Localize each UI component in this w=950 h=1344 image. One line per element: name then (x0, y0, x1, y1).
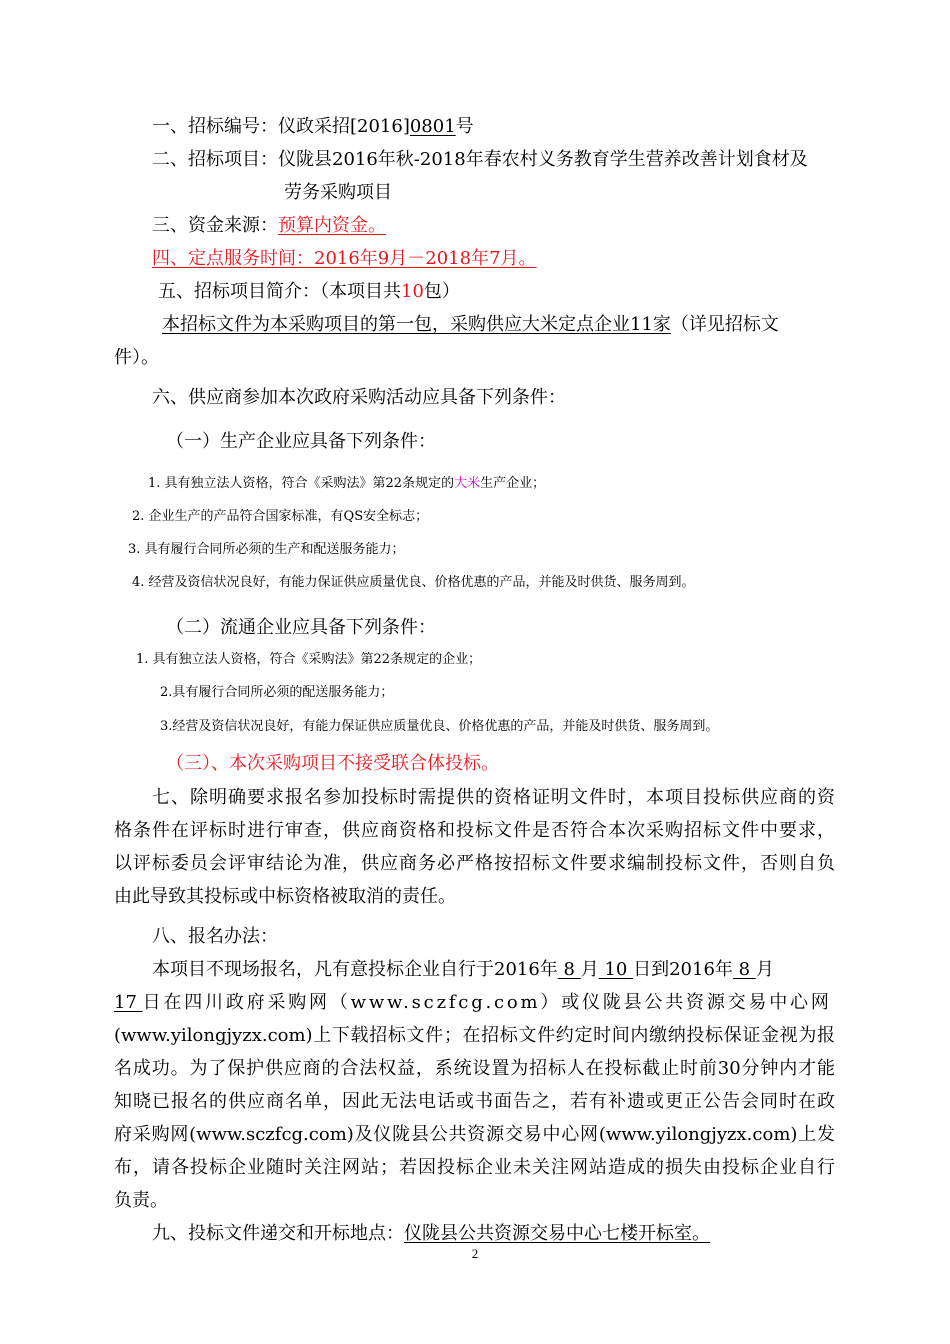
registration-line-7: 布，请各投标企业随时关注网站；若因投标企业未关注网站造成的损失由投标企业自行 (114, 1157, 835, 1178)
section-bid-number (152, 115, 474, 139)
start-month: 8 (563, 959, 575, 980)
consortium-note: （三）、本次采购项目不接受联合体投标。 (166, 753, 499, 774)
summary-body-underlined: 本招标文件为本采购项目的第一包，采购供应大米定点企业 (162, 314, 630, 335)
supplier-count: 11家 (630, 314, 671, 335)
package-count: 10 (401, 281, 424, 302)
bid-number-suffix: 号 (455, 116, 474, 137)
registration-line-6: 府采购网(www.sczfcg.com)及仪陇县公共资源交易中心网(www.yilongjyzx.com)上发 (114, 1124, 835, 1145)
section-supplier-conditions: 六、供应商参加本次政府采购活动应具备下列条件： (152, 387, 566, 408)
production-item-1-highlight: 大米 (454, 476, 481, 491)
summary-suffix: 包） (423, 281, 460, 302)
production-item-4: 4. 经营及资信状况良好，有能力保证供应质量优良、价格优惠的产品，并能及时供货、服务周到。 (132, 575, 695, 590)
distribution-item-3: 3.经营及资信状况良好，有能力保证供应质量优良、价格优惠的产品，并能及时供货、服务周到。 (160, 719, 719, 734)
start-day: 10 (604, 959, 628, 980)
bid-location-value: 仪陇县公共资源交易中心七楼开标室。 (404, 1223, 710, 1244)
registration-text-d: 月 (755, 959, 774, 980)
registration-line-4: 名成功。为了保护供应商的合法权益，系统设置为招标人在投标截止时前30分钟内才能 (114, 1058, 835, 1079)
registration-line-3: (www.yilongjyzx.com)上下载招标文件；在招标文件约定时间内缴纳投标保证金视为报 (114, 1025, 835, 1046)
summary-body-cont: 件）。 (114, 347, 159, 368)
fund-source-value: 预算内资金。 (278, 215, 386, 236)
section-project-title: 二、招标项目：仪陇县2016年秋-2018年春农村义务教育学生营养改善计划食材及 (152, 149, 808, 170)
distribution-item-1: 1. 具有独立法人资格，符合《采购法》第22条规定的企业； (136, 652, 482, 667)
distribution-item-2: 2.具有履行合同所必须的配送服务能力； (160, 685, 394, 700)
production-item-3: 3. 具有履行合同所必须的生产和配送服务能力； (128, 542, 405, 557)
bid-number-prefix: 一、招标编号：仪政采招[2016] (152, 116, 410, 137)
production-item-1-end: 生产企业； (480, 476, 546, 491)
section-service-period: 四、定点服务时间：2016年9月－2018年7月。 (152, 248, 537, 269)
registration-text-a: 本项目不现场报名，凡有意投标企业自行于2016年 (152, 959, 558, 980)
registration-text-b: 月 (580, 959, 599, 980)
registration-text-c: 日到2016年 (633, 959, 733, 980)
production-item-1 (148, 475, 545, 493)
production-item-2: 2. 企业生产的产品符合国家标准，有QS安全标志； (132, 509, 429, 524)
summary-body-rest: （详见招标文 (670, 314, 779, 335)
summary-prefix: 五、招标项目简介：（本项目共 (158, 281, 401, 302)
section-qualification-review-3: 以评标委员会评审结论为准，供应商务必严格按招标文件要求编制投标文件，否则自负 (114, 853, 835, 874)
section-project-summary (158, 280, 460, 304)
fund-source-label: 三、资金来源： (152, 215, 278, 236)
bid-location-label: 九、投标文件递交和开标地点： (152, 1223, 404, 1244)
production-conditions-title: （一）生产企业应具备下列条件： (166, 431, 436, 452)
registration-line-1 (152, 958, 774, 982)
distribution-conditions-title: （二）流通企业应具备下列条件： (166, 617, 436, 638)
section-qualification-review-2: 格条件在评标时进行审查，供应商资格和投标文件是否符合本次采购招标文件中要求， (114, 820, 835, 841)
end-month: 8 (738, 959, 751, 980)
registration-line-2-text: 日在四川政府采购网（www.sczfcg.com）或仪陇县公共资源交易中心网 (142, 992, 832, 1013)
section-fund-source (152, 214, 386, 238)
summary-body (162, 313, 779, 337)
section-qualification-review-4: 由此导致其投标或中标资格被取消的责任。 (114, 886, 456, 907)
page-number: 2 (471, 1246, 479, 1261)
registration-line-5: 知晓已报名的供应商名单，因此无法电话或书面告之，若有补遗或更正公告会同时在政 (114, 1091, 835, 1112)
section-qualification-review-1: 七、除明确要求报名参加投标时需提供的资格证明文件时，本项目投标供应商的资 (152, 787, 835, 808)
section-registration: 八、报名办法： (152, 926, 278, 947)
end-day: 17 (114, 992, 137, 1013)
registration-line-8: 负责。 (114, 1190, 168, 1211)
bid-number-value: 0801 (409, 116, 456, 137)
section-bid-location (152, 1222, 710, 1246)
section-project-title-cont: 劳务采购项目 (284, 182, 392, 203)
registration-line-2 (114, 991, 835, 1015)
production-item-1-text: 1. 具有独立法人资格，符合《采购法》第22条规定的 (148, 476, 455, 491)
